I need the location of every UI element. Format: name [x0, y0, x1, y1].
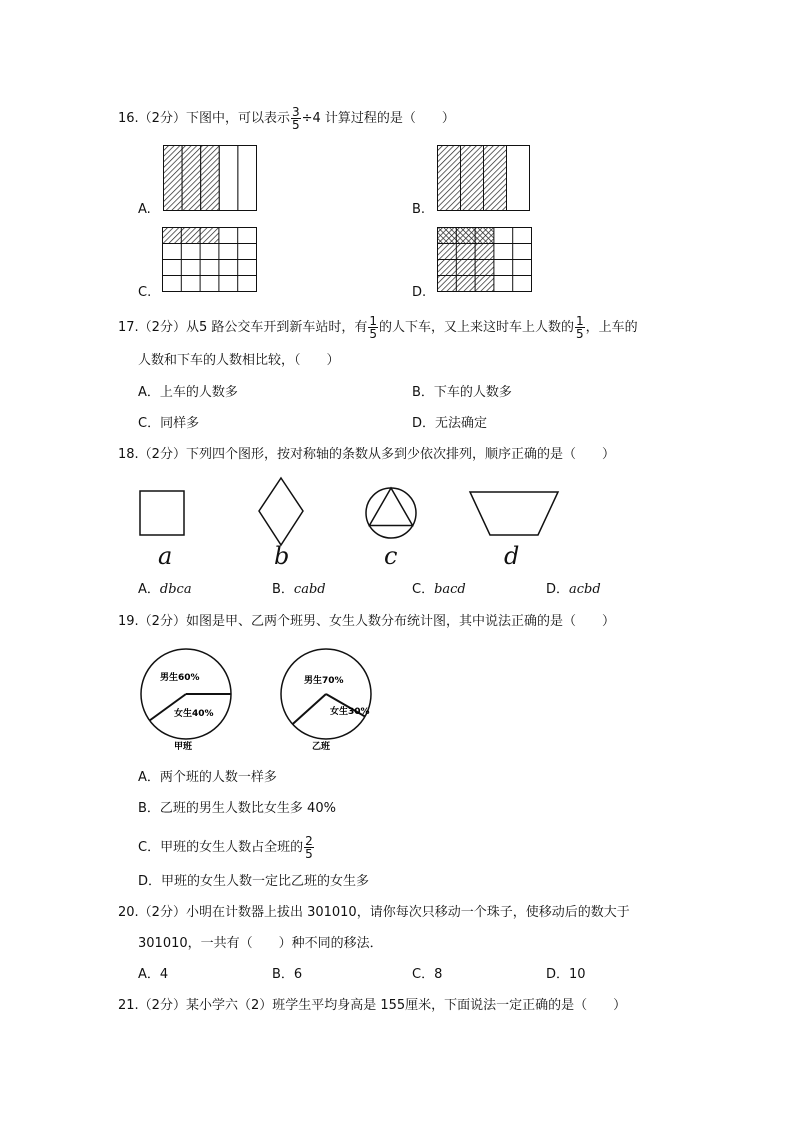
rhombus-figure: [256, 476, 306, 548]
option-a-label: A.: [138, 202, 151, 217]
q17-option-c: C．同样多: [138, 416, 200, 431]
fraction: $\frac{1}{5}$: [576, 314, 584, 341]
question-17-line1: 17.（2分）从5 路公交车开到新车站时，有 $\frac{1}{5}$ 的人下车，又上来这时车上人数的 $\frac{1}{5}$ ，上车的: [118, 314, 638, 341]
pie-chart-class-a: [140, 648, 236, 754]
square-figure: [138, 487, 188, 537]
q19-option-c: C．甲班的女生人数占全班的 $\frac{2}{5}$: [138, 834, 313, 861]
question-17-line2: 人数和下车的人数相比较，（ ）: [138, 353, 340, 368]
pie-chart-class-b: [280, 648, 376, 754]
fraction: $\frac{2}{5}$: [305, 834, 313, 861]
pie-class-label: 甲班: [174, 742, 193, 752]
trapezoid-figure: [468, 490, 562, 538]
q20-option-a: A．4: [138, 967, 169, 982]
question-19-stem: 19.（2分）如图是甲、乙两个班男、女生人数分布统计图，其中说法正确的是（ ）: [118, 614, 615, 629]
pie-boys-label: 男生60%: [160, 673, 200, 683]
option-b-label: B.: [412, 202, 426, 217]
question-20-line2: 301010，一共有（ ）种不同的移法．: [138, 936, 383, 951]
figure-label-c: c: [384, 542, 398, 570]
pie-class-label: 乙班: [312, 742, 331, 752]
figure-16a: [163, 145, 258, 211]
q17-option-b: B．下车的人数多: [412, 385, 512, 400]
q20-option-d: D．10: [546, 967, 586, 982]
figure-16b: [437, 145, 530, 211]
pie-girls-label: 女生40%: [174, 709, 214, 719]
figure-16c: [162, 227, 258, 293]
pie-boys-label: 男生70%: [304, 676, 344, 686]
fraction: $\frac{1}{5}$: [369, 314, 377, 341]
option-c-label: C.: [138, 285, 152, 300]
q18-option-d: D．acbd: [546, 582, 601, 597]
q18-option-c: C．bacd: [412, 582, 466, 597]
q19-option-b: B．乙班的男生人数比女生多 40%: [138, 801, 336, 816]
q18-option-b: B．cabd: [272, 582, 326, 597]
question-20-line1: 20.（2分）小明在计数器上拔出 301010，请你每次只移动一个珠子，使移动后的数大于: [118, 905, 630, 920]
figure-label-b: b: [274, 542, 290, 570]
figure-16d: [437, 227, 533, 293]
question-16-stem: 16.（2分）下图中，可以表示 $\frac{3}{5}$ ÷4 计算过程的是（ ）: [118, 105, 455, 132]
question-18-stem: 18.（2分）下列四个图形，按对称轴的条数从多到少依次排列，顺序正确的是（ ）: [118, 447, 615, 462]
q19-option-d: D．甲班的女生人数一定比乙班的女生多: [138, 874, 370, 889]
fraction: $\frac{3}{5}$: [291, 105, 300, 132]
question-21-stem: 21.（2分）某小学六（2）班学生平均身高是 155厘米，下面说法一定正确的是（ ）: [118, 998, 627, 1013]
q19-option-a: A．两个班的人数一样多: [138, 770, 277, 785]
figure-label-d: d: [504, 542, 520, 570]
option-d-label: D.: [412, 285, 427, 300]
q17-option-d: D．无法确定: [412, 416, 488, 431]
figure-label-a: a: [158, 542, 173, 570]
q18-option-a: A．dbca: [138, 582, 192, 597]
pie-girls-label: 女生30%: [330, 707, 370, 717]
q20-option-c: C．8: [412, 967, 443, 982]
circle-triangle-figure: [364, 486, 420, 542]
q20-option-b: B．6: [272, 967, 303, 982]
q17-option-a: A．上车的人数多: [138, 385, 238, 400]
